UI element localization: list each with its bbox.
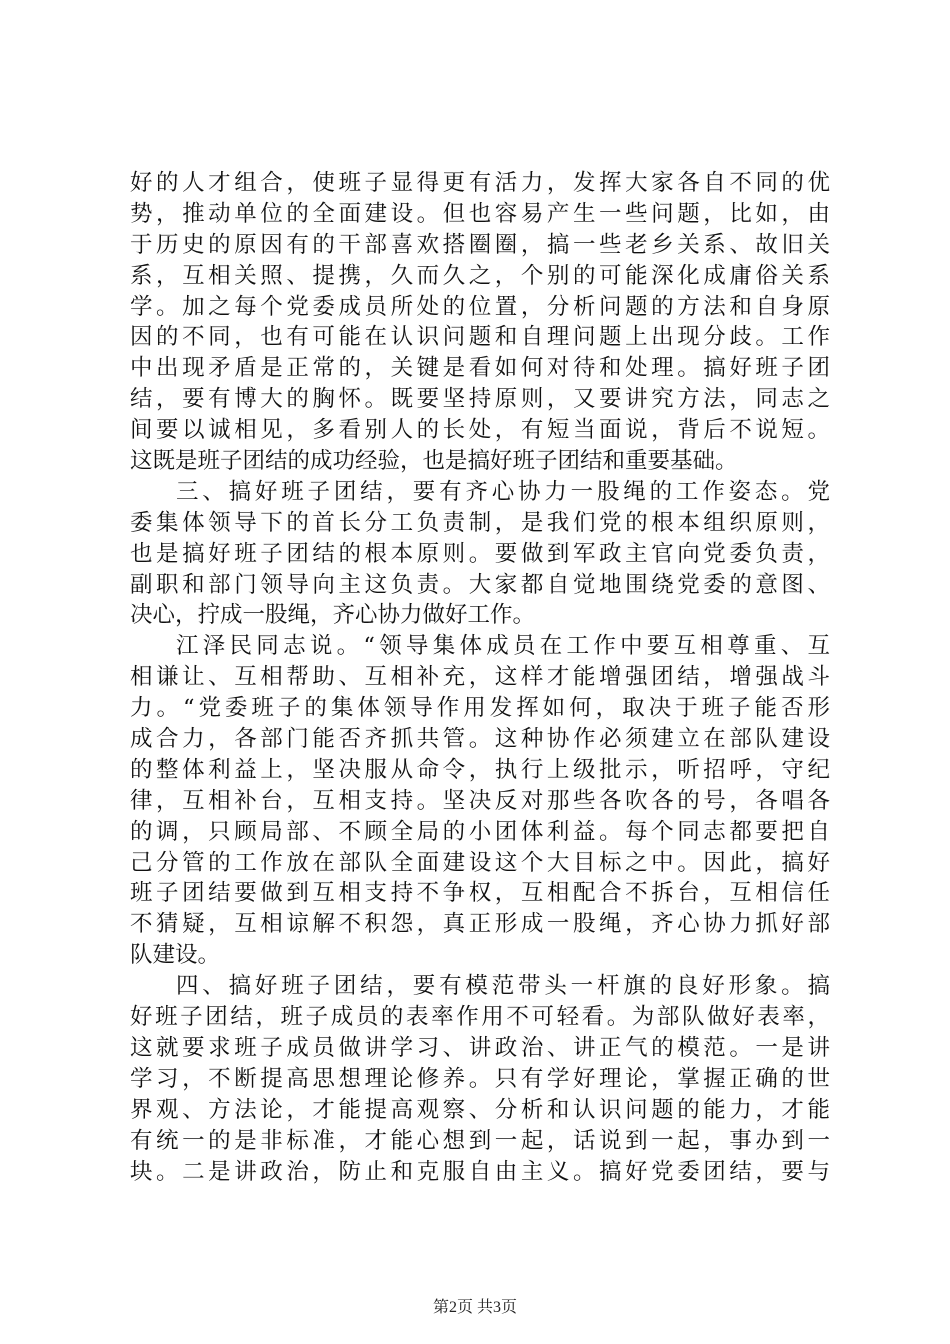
text-line: 己分管的工作放在部队全面建设这个大目标之中。因此，搞好 <box>130 849 830 876</box>
text-line: 好班子团结，班子成员的表率作用不可轻看。为部队做好表率， <box>130 1004 830 1031</box>
text-line: 于历史的原因有的干部喜欢搭圈圈，搞一些老乡关系、故旧关 <box>130 231 830 258</box>
text-line: 不猜疑，互相谅解不积怨，真正形成一股绳，齐心协力抓好部 <box>130 911 830 938</box>
text-line: 因的不同，也有可能在认识问题和自理问题上出现分歧。工作 <box>130 324 830 351</box>
page-footer: 第2页 共3页 <box>432 1299 517 1316</box>
text-line: 这既是班子团结的成功经验，也是搞好班子团结和重要基础。 <box>130 448 738 475</box>
text-line: 有统一的是非标准，才能心想到一起，话说到一起，事办到一 <box>130 1127 830 1154</box>
text-line: 界观、方法论，才能提高观察、分析和认识问题的能力，才能 <box>130 1096 830 1123</box>
text-line: 系，互相关照、提携，久而久之，个别的可能深化成庸俗关系 <box>130 262 830 289</box>
text-line: 副职和部门领导向主这负责。大家都自觉地围绕党委的意图、 <box>130 571 830 598</box>
text-line: 的整体利益上，坚决服从命令，执行上级批示，听招呼，守纪 <box>130 756 830 783</box>
text-line: 三、搞好班子团结，要有齐心协力一股绳的工作姿态。党 <box>176 478 830 505</box>
text-line: 决心，拧成一股绳，齐心协力做好工作。 <box>130 602 536 629</box>
text-line: 中出现矛盾是正常的，关键是看如何对待和处理。搞好班子团 <box>130 355 830 382</box>
text-line: 也是搞好班子团结的根本原则。要做到军政主官向党委负责， <box>130 540 830 567</box>
text-line: 学。加之每个党委成员所处的位置，分析问题的方法和自身原 <box>130 293 830 320</box>
text-line: 律，互相补台，互相支持。坚决反对那些各吹各的号，各唱各 <box>130 787 830 814</box>
text-line: 的调，只顾局部、不顾全局的小团体利益。每个同志都要把自 <box>130 818 830 845</box>
document-body <box>130 168 830 1187</box>
text-line: 相谦让、互相帮助、互相补充，这样才能增强团结，增强战斗 <box>130 664 830 691</box>
text-line: 成合力，各部门能否齐抓共管。这种协作必须建立在部队建设 <box>130 726 830 753</box>
text-line: 势，推动单位的全面建设。但也容易产生一些问题，比如，由 <box>130 200 830 227</box>
text-line: 学习，不断提高思想理论修养。只有学好理论，掌握正确的世 <box>130 1065 830 1092</box>
text-line: 委集体领导下的首长分工负责制，是我们党的根本组织原则， <box>130 509 830 536</box>
text-line: 这就要求班子成员做讲学习、讲政治、讲正气的模范。一是讲 <box>130 1034 830 1061</box>
text-line: 结，要有博大的胸怀。既要坚持原则，又要讲究方法，同志之 <box>130 386 830 413</box>
text-line: 块。二是讲政治，防止和克服自由主义。搞好党委团结，要与 <box>130 1158 830 1185</box>
text-line: 队建设。 <box>130 942 221 969</box>
text-line: 江泽民同志说。“领导集体成员在工作中要互相尊重、互 <box>176 633 830 660</box>
text-line: 间要以诚相见，多看别人的长处，有短当面说，背后不说短。 <box>130 417 830 444</box>
text-line: 班子团结要做到互相支持不争权，互相配合不拆台，互相信任 <box>130 880 830 907</box>
text-line: 四、搞好班子团结，要有模范带头一杆旗的良好形象。搞 <box>176 973 830 1000</box>
text-line: 好的人才组合，使班子显得更有活力，发挥大家各自不同的优 <box>130 170 830 196</box>
text-line: 力。“党委班子的集体领导作用发挥如何，取决于班子能否形 <box>130 695 830 722</box>
